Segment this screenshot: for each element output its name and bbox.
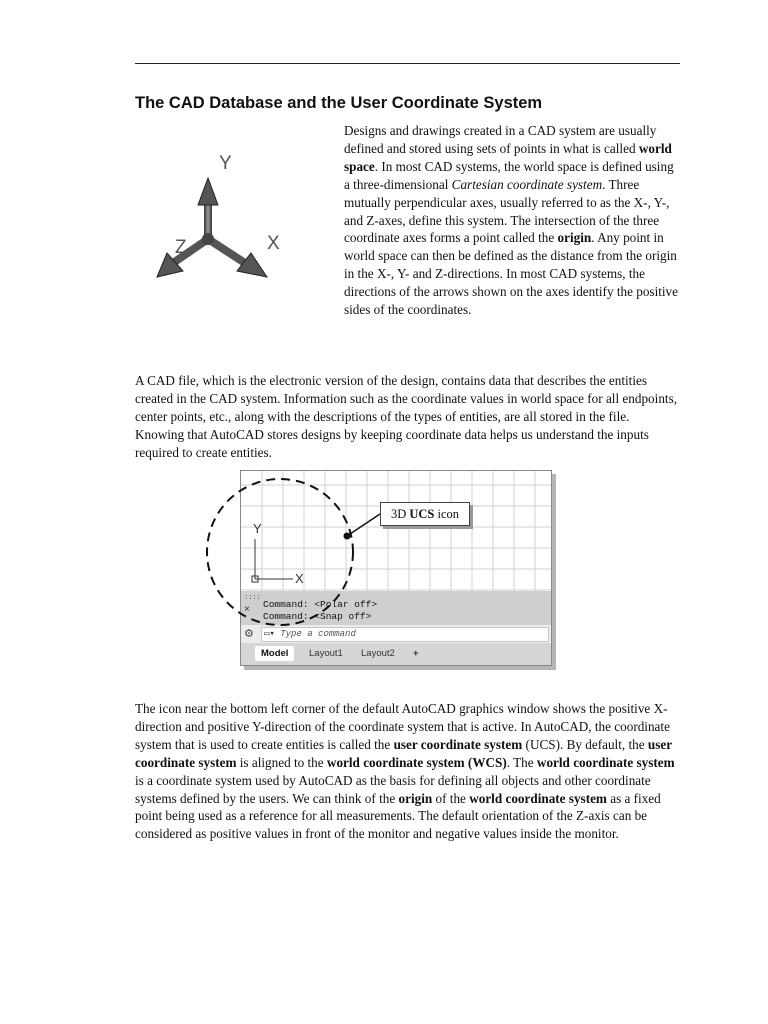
z-axis-label: Z [175, 237, 187, 258]
ucs-x-label: X [295, 571, 304, 586]
command-line-2: Command: <Snap off> [263, 611, 372, 622]
para3-run: world coordinate system [536, 754, 675, 770]
tab-model[interactable]: Model [255, 646, 294, 661]
wrench-icon[interactable]: ⚙ [244, 628, 254, 640]
ucs-y-label: Y [253, 521, 262, 536]
y-axis-label: Y [219, 153, 232, 174]
grip-icon: :::: [244, 594, 261, 602]
para3-run: world coordinate system (WCS) [326, 754, 507, 770]
para3-run: . The [506, 754, 537, 770]
para3-run: user coordinate system [393, 736, 523, 752]
command-line-1: Command: <Polar off> [263, 599, 378, 610]
para2-run: A CAD file, which is the electronic version of the design, contains data that describes the entities created in the CAD system. Information such as the coordinate values in world space for all endpoints, center points, etc., along with the descriptions of the types of entities, are all stored in the file. Knowing that AutoCAD stores designs by keeping coordinate data helps us understand the inputs required to create entities. [135, 373, 678, 460]
command-placeholder: Type a command [280, 629, 356, 639]
cad-file-paragraph [135, 372, 680, 462]
para1-run: . Any point in world space can then be defined as the distance from the origin in the X-, Y- and Z-directions. In most CAD systems, the directions of the arrows shown on the axes identify the positive sides of the coordinates. [344, 230, 679, 318]
para3-run: (UCS). By default, the [522, 736, 648, 752]
para3-run: is aligned to the [236, 754, 327, 770]
tab-layout1[interactable]: Layout1 [309, 648, 343, 659]
callout-dot [344, 533, 351, 540]
callout-text-suffix: icon [434, 507, 460, 521]
para1-run: origin [557, 230, 592, 246]
x-axis-label: X [267, 233, 280, 254]
x-axis-shaft [208, 239, 245, 263]
ucs-highlight-overlay [204, 468, 560, 676]
para3-run: as a fixed point being used as a reference for all measurements. The default orientation of the Z-axis can be considered as positive values in front of the monitor and negative values inside the monitor. [135, 790, 661, 842]
command-dropdown-icon[interactable]: ▭▾ [264, 629, 275, 639]
callout-leader [347, 514, 380, 536]
close-icon[interactable]: × [244, 605, 251, 616]
para3-run: of the [432, 790, 470, 806]
para3-run: origin [398, 790, 433, 806]
para1-run: world space [344, 140, 672, 174]
xyz-axes-illustration [145, 145, 295, 285]
add-layout-button[interactable]: + [413, 648, 419, 659]
tab-layout2[interactable]: Layout2 [361, 648, 395, 659]
callout-text-bold: UCS [409, 507, 435, 521]
y-axis-arrowhead [198, 178, 218, 205]
autocad-window-figure [204, 468, 560, 676]
ucs-callout [380, 502, 470, 526]
para3-run: user coordinate system [135, 736, 672, 770]
ucs-highlight-circle [207, 479, 353, 625]
world-space-paragraph [344, 122, 682, 319]
para3-run: The icon near the bottom left corner of the default AutoCAD graphics window shows the positive X-direction and positive Y-direction of the coordinate system that is active. In AutoCAD, the coordinate system that is used to create entities is called the [135, 701, 670, 752]
para1-run: . In most CAD systems, the world space is defined using a three-dimensional [344, 158, 674, 192]
header-rule [135, 63, 680, 64]
para3-run: world coordinate system [469, 790, 607, 806]
section-heading: The CAD Database and the User Coordinate System [135, 94, 543, 112]
para1-run: Cartesian coordinate system [451, 176, 603, 192]
para3-run: is a coordinate system used by AutoCAD as the basis for defining all objects and other coordinate systems defined by the users. We can think of the [135, 772, 651, 806]
callout-text-prefix: 3D [390, 507, 410, 521]
para1-run: . Three mutually perpendicular axes, usually referred to as the X-, Y-, and Z-axes, define this system. The intersection of the three coordinate axes forms a point called the [344, 176, 670, 246]
ucs-wcs-paragraph [135, 700, 680, 843]
para1-run: Designs and drawings created in a CAD system are usually defined and stored using sets of points in what is called [344, 123, 657, 156]
